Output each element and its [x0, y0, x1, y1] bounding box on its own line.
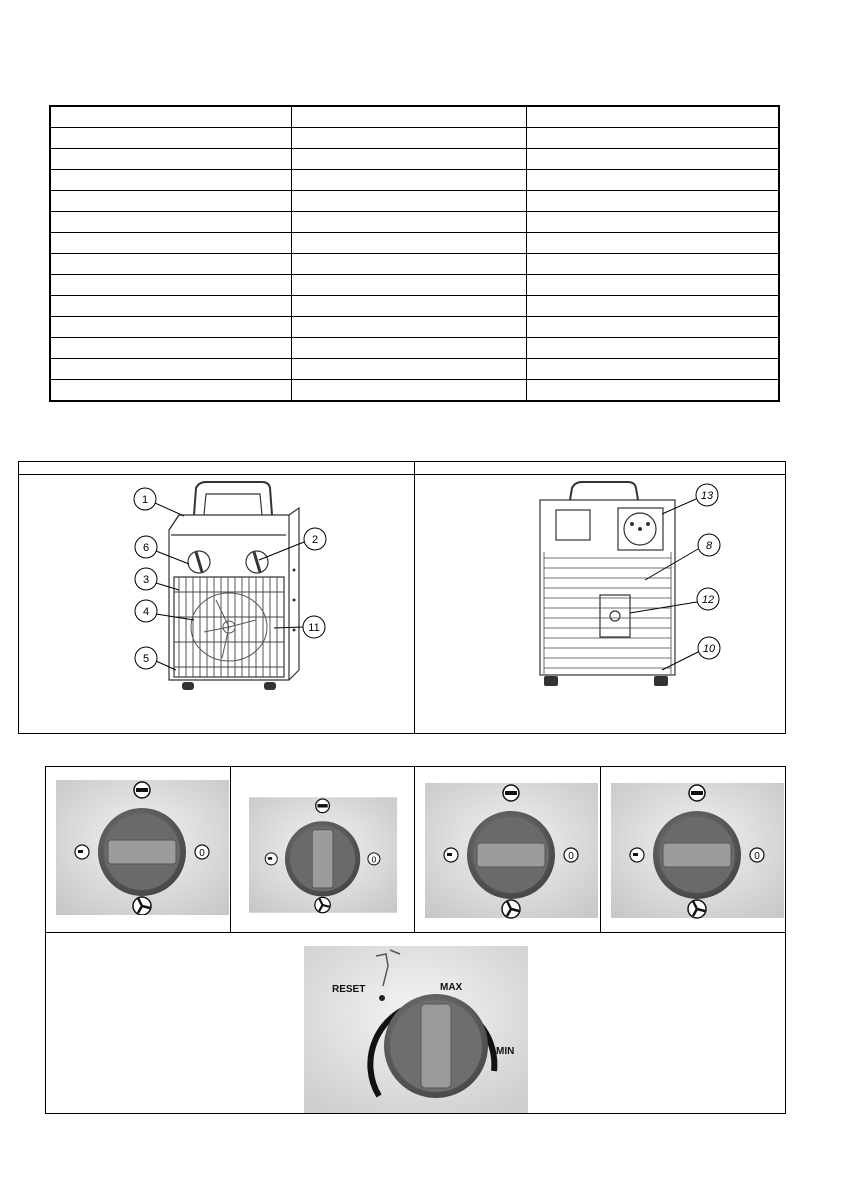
- spec-table-cell: [526, 296, 779, 317]
- spec-table-cell: [50, 170, 291, 191]
- spec-table-row: [50, 359, 779, 380]
- callout-5: 5: [142, 653, 150, 665]
- spec-table-cell: [50, 380, 291, 402]
- spec-table-cell: [291, 254, 526, 275]
- knob-position-photo-4: [611, 780, 784, 921]
- callout-3: 3: [142, 574, 150, 586]
- spec-table-cell: [526, 254, 779, 275]
- callout-2: 2: [311, 534, 319, 546]
- spec-table-cell: [50, 191, 291, 212]
- spec-table-cell: [50, 254, 291, 275]
- spec-table-row: [50, 254, 779, 275]
- knob-position-photo-3: [425, 780, 598, 921]
- figure-1-header-divider: [18, 474, 786, 475]
- spec-table-row: [50, 212, 779, 233]
- knob-zero-symbol: 0: [371, 854, 377, 865]
- spec-table-cell: [291, 128, 526, 149]
- spec-table-cell: [526, 275, 779, 296]
- spec-table-cell: [526, 380, 779, 402]
- knob-position-photo-2: [249, 780, 397, 930]
- figure-1-column-divider: [414, 461, 415, 734]
- spec-table-cell: [50, 317, 291, 338]
- spec-table-row: [50, 338, 779, 359]
- spec-table-cell: [526, 338, 779, 359]
- spec-table-cell: [50, 338, 291, 359]
- thermostat-max-label: MAX: [440, 982, 463, 993]
- spec-table-cell: [291, 359, 526, 380]
- spec-table-cell: [526, 128, 779, 149]
- spec-table-row: [50, 128, 779, 149]
- thermostat-reset-label: RESET: [332, 984, 366, 995]
- spec-table-cell: [291, 170, 526, 191]
- spec-table-cell: [526, 149, 779, 170]
- knob-zero-symbol: 0: [568, 851, 574, 862]
- spec-table-row: [50, 296, 779, 317]
- callout-13: 13: [700, 490, 714, 502]
- spec-table-row: [50, 106, 779, 128]
- knob-zero-symbol: 0: [754, 851, 760, 862]
- spec-table-cell: [50, 212, 291, 233]
- spec-table-row: [50, 317, 779, 338]
- callout-8: 8: [705, 540, 713, 552]
- spec-table-cell: [526, 106, 779, 128]
- spec-table-row: [50, 233, 779, 254]
- spec-table-cell: [526, 233, 779, 254]
- callout-10: 10: [702, 643, 716, 655]
- spec-table-cell: [50, 106, 291, 128]
- spec-table-cell: [526, 212, 779, 233]
- spec-table-cell: [50, 149, 291, 170]
- figure-2-col-divider-1: [230, 766, 231, 932]
- front-view-callouts: [124, 480, 334, 705]
- spec-table-cell: [291, 233, 526, 254]
- spec-table-cell: [50, 275, 291, 296]
- spec-table-row: [50, 149, 779, 170]
- spec-table-cell: [50, 296, 291, 317]
- figure-2-col-divider-2: [414, 766, 415, 932]
- spec-table-cell: [291, 275, 526, 296]
- spec-table-cell: [291, 380, 526, 402]
- spec-table-cell: [50, 128, 291, 149]
- spec-table-row: [50, 170, 779, 191]
- callout-1: 1: [141, 494, 149, 506]
- knob-position-photo-1: [56, 780, 229, 915]
- spec-table-cell: [526, 359, 779, 380]
- spec-table-cell: [291, 317, 526, 338]
- spec-table-cell: [526, 191, 779, 212]
- spec-table-cell: [291, 296, 526, 317]
- back-view-callouts: [600, 480, 740, 705]
- spec-table-cell: [291, 338, 526, 359]
- callout-12: 12: [701, 594, 715, 606]
- spec-table-cell: [526, 317, 779, 338]
- specification-table: [49, 105, 780, 402]
- spec-table-cell: [291, 106, 526, 128]
- spec-table-row: [50, 275, 779, 296]
- figure-2-col-divider-3: [600, 766, 601, 932]
- callout-4: 4: [142, 606, 150, 618]
- spec-table-cell: [291, 149, 526, 170]
- thermostat-min-label: MIN: [496, 1046, 515, 1057]
- callout-11: 11: [308, 622, 320, 634]
- spec-table-cell: [291, 191, 526, 212]
- callout-6: 6: [142, 542, 150, 554]
- spec-table-cell: [50, 359, 291, 380]
- figure-2-row-divider: [45, 932, 786, 933]
- thermostat-knob-photo: [304, 946, 528, 1113]
- spec-table-row: [50, 380, 779, 402]
- spec-table-cell: [50, 233, 291, 254]
- spec-table-cell: [291, 212, 526, 233]
- spec-table-cell: [526, 170, 779, 191]
- knob-zero-symbol: 0: [199, 848, 205, 859]
- spec-table-row: [50, 191, 779, 212]
